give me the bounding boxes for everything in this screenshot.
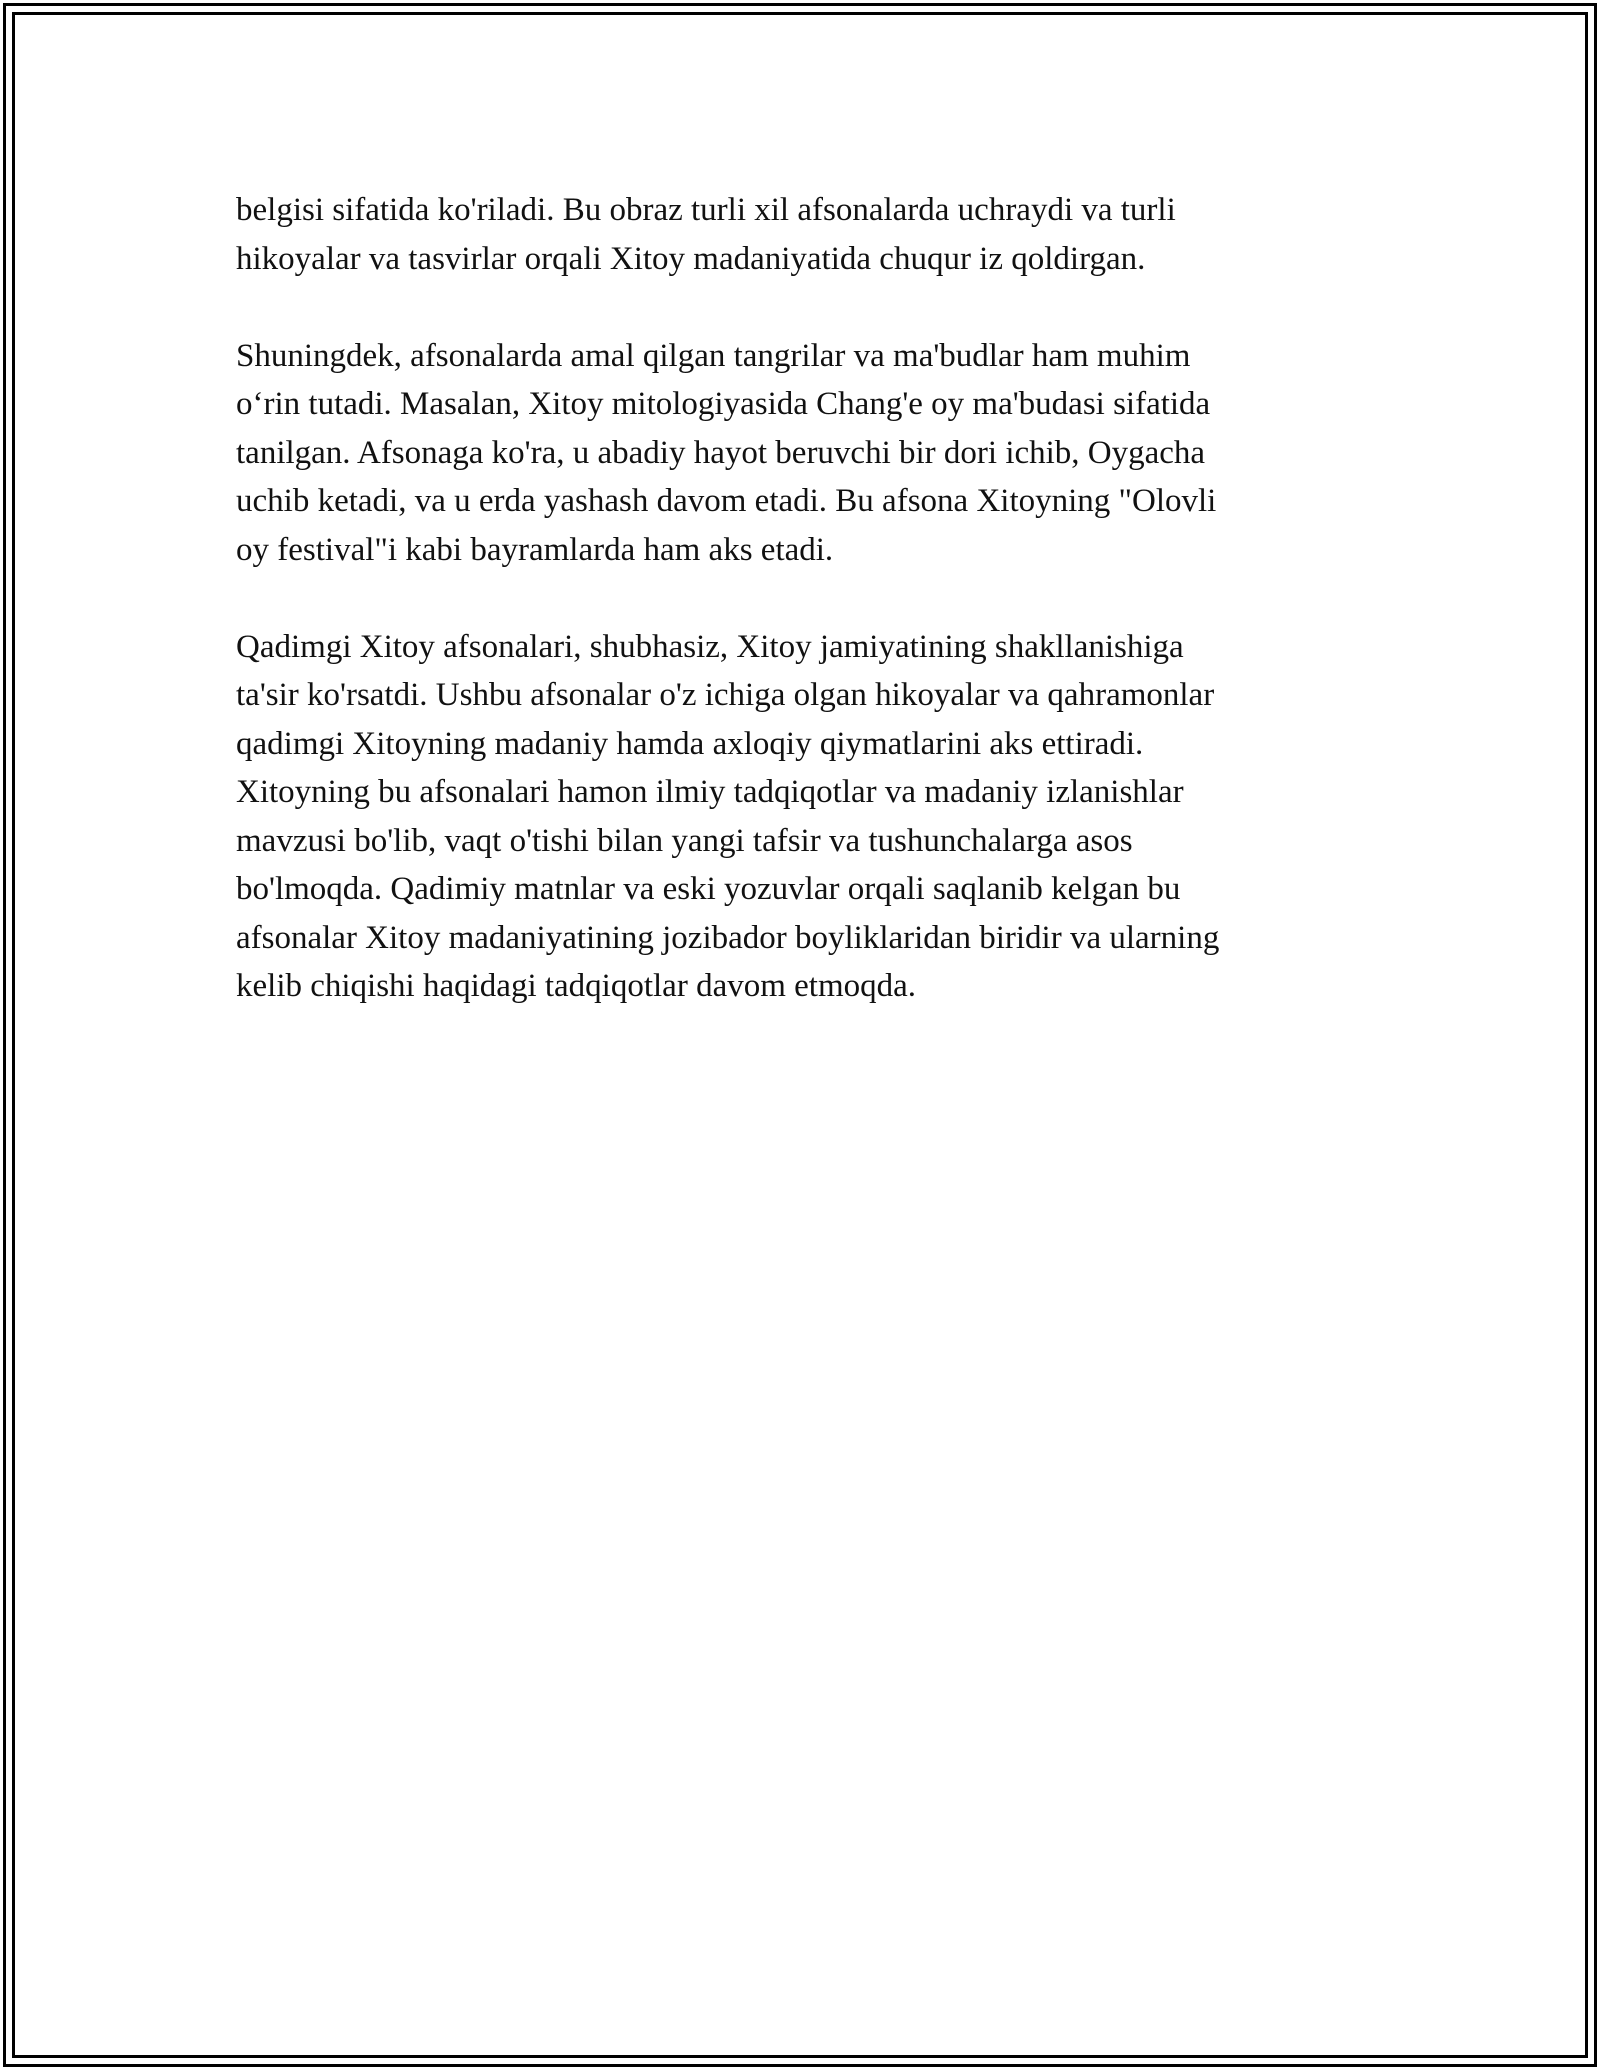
text-line: oy festival"i kabi bayramlarda ham aks etadi. xyxy=(236,531,834,568)
text-line: kelib chiqishi haqidagi tadqiqotlar davom etmoqda. xyxy=(236,968,917,1004)
text-line: bo'lmoqda. Qadimiy matnlar va eski yozuvlar orqali saqlanib kelgan bu xyxy=(236,871,1181,907)
text-line: qadimgi Xitoyning madaniy hamda axloqiy qiymatlarini aks ettiradi. xyxy=(236,725,1144,762)
paragraph-1 xyxy=(236,186,1366,283)
paragraph-2 xyxy=(236,332,1366,575)
text-line: Shuningdek, afsonalarda amal qilgan tangrilar va ma'budlar ham muhim xyxy=(236,337,1191,374)
text-line: belgisi sifatida ko'riladi. Bu obraz turli xil afsonalarda uchraydi va turli xyxy=(236,192,1176,228)
text-line: Xitoyning bu afsonalari hamon ilmiy tadqiqotlar va madaniy izlanishlar xyxy=(236,774,1184,810)
text-line: uchib ketadi, va u erda yashash davom etadi. Bu afsona Xitoyning "Olovli xyxy=(236,483,1217,519)
text-line: ta'sir ko'rsatdi. Ushbu afsonalar o'z ichiga olgan hikoyalar va qahramonlar xyxy=(236,677,1215,713)
text-line: o‘rin tutadi. Masalan, Xitoy mitologiyasida Chang'e oy ma'budasi sifatida xyxy=(236,386,1211,422)
text-line: hikoyalar va tasvirlar orqali Xitoy madaniyatida chuqur iz qoldirgan. xyxy=(236,240,1146,277)
text-line: Qadimgi Xitoy afsonalari, shubhasiz, Xitoy jamiyatining shakllanishiga xyxy=(236,628,1184,665)
document-body xyxy=(236,186,1366,1059)
paragraph-3 xyxy=(236,623,1366,1011)
text-line: mavzusi bo'lib, vaqt o'tishi bilan yangi tafsir va tushunchalarga asos xyxy=(236,822,1133,859)
text-line: tanilgan. Afsonaga ko'ra, u abadiy hayot beruvchi bir dori ichib, Oygacha xyxy=(236,434,1206,471)
text-line: afsonalar Xitoy madaniyatining jozibador boyliklaridan biridir va ularning xyxy=(236,919,1220,956)
